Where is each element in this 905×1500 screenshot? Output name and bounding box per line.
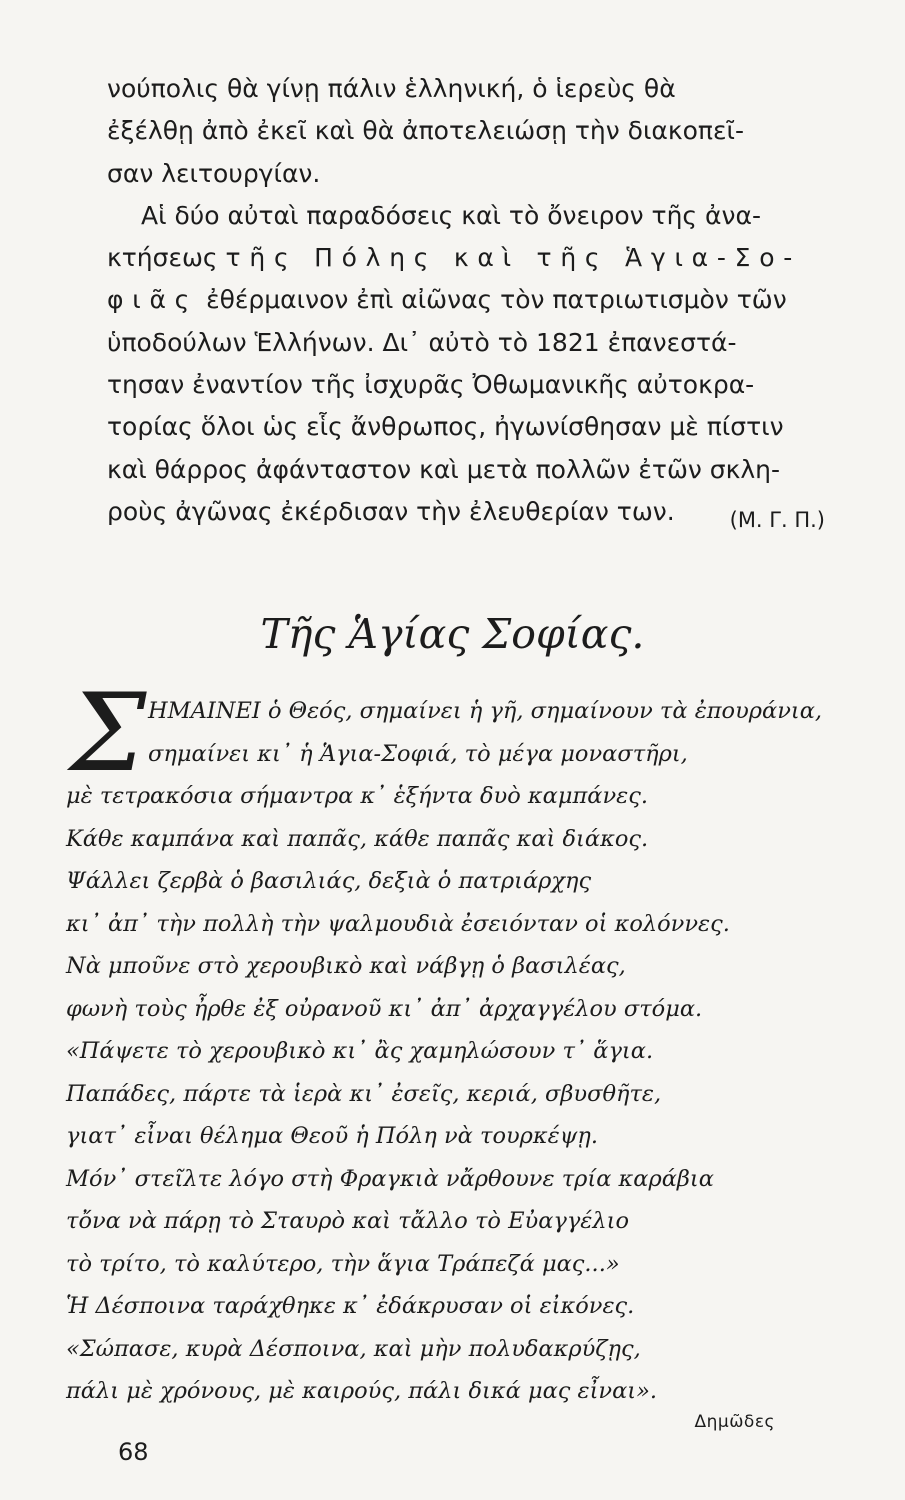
poem-title: Τῆς Ἁγίας Σοφίας. xyxy=(260,610,645,658)
poem-line: Ψάλλει ζερβὰ ὁ βασιλιάς, δεξιὰ ὁ πατριάρχης xyxy=(66,868,592,894)
poem-line: φωνὴ τοὺς ἦρθε ἐξ οὐρανοῦ κι᾽ ἀπ᾽ ἀρχαγγέλου στόμα. xyxy=(66,995,703,1022)
spaced-emphasis: φιᾶς xyxy=(107,285,199,315)
poem-body xyxy=(66,690,866,1413)
prose-line xyxy=(107,279,877,321)
poem-line: τὄνα νὰ πάρῃ τὸ Σταυρὸ καὶ τἄλλο τὸ Εὐαγγέλιο xyxy=(66,1208,630,1234)
poem-line: πάλι μὲ χρόνους, μὲ καιρούς, πάλι δικά μας εἶναι». xyxy=(66,1378,658,1404)
prose-line: νούπολις θὰ γίνῃ πάλιν ἑλληνική, ὁ ἱερεὺς θὰ xyxy=(107,74,676,103)
prose-line: ἐξέλθῃ ἀπὸ ἐκεῖ καὶ θὰ ἀποτελειώσῃ τὴν διακοπεῖ- xyxy=(107,116,744,146)
prose-line: τησαν ἐναντίον τῆς ἰσχυρᾶς Ὀθωμανικῆς αὐτοκρα- xyxy=(107,370,755,400)
prose-line: ροὺς ἀγῶνας ἐκέρδισαν τὴν ἐλευθερίαν των. xyxy=(107,496,675,526)
prose-text: ἐθέρμαινον ἐπὶ αἰῶνας τὸν πατριωτισμὸν τῶν xyxy=(206,285,787,315)
prose-line: καὶ θάρρος ἀφάνταστον καὶ μετὰ πολλῶν ἐτῶν σκλη- xyxy=(107,454,781,484)
prose-paragraph xyxy=(107,68,877,533)
poem-line: Μόν᾽ στεῖλτε λόγο στὴ Φραγκιὰ νἄρθουνε τρία καράβια xyxy=(66,1165,714,1192)
poem-line: «Σώπασε, κυρὰ Δέσποινα, καὶ μὴν πολυδακρύζῃς, xyxy=(66,1335,641,1362)
author-initials: (Μ. Γ. Π.) xyxy=(729,508,825,532)
prose-text: κτήσεως xyxy=(107,243,226,273)
poem-line: «Πάψετε τὸ χερουβικὸ κι᾽ ἂς χαμηλώσουν τ᾽ ἅγια. xyxy=(66,1038,654,1064)
spaced-emphasis: τῆς Πόλης καὶ τῆς Ἁγια-Σο- xyxy=(225,243,802,273)
prose-line: ὑποδούλων Ἑλλήνων. Δι᾽ αὐτὸ τὸ 1821 ἐπανεστά- xyxy=(107,327,737,357)
poem-line: γιατ᾽ εἶναι θέλημα Θεοῦ ἡ Πόλη νὰ τουρκέψῃ. xyxy=(66,1123,599,1149)
poem-line: μὲ τετρακόσια σήμαντρα κ᾽ ἑξήντα δυὸ καμπάνες. xyxy=(66,783,648,809)
poem-line: κι᾽ ἀπ᾽ τὴν πολλὴ τὴν ψαλμουδιὰ ἐσειόνταν οἱ κολόννες. xyxy=(66,910,730,937)
page-number: 68 xyxy=(118,1438,149,1466)
prose-line: τορίας ὅλοι ὡς εἷς ἄνθρωπος, ἠγωνίσθησαν μὲ πίστιν xyxy=(107,412,784,442)
drop-cap: Σ xyxy=(70,671,147,796)
poem-source: Δημῶδες xyxy=(694,1412,775,1432)
poem-line: τὸ τρίτο, τὸ καλύτερο, τὴν ἅγια Τράπεζά μας...» xyxy=(66,1250,620,1277)
prose-line xyxy=(107,237,877,279)
poem-line: σημαίνει κι᾽ ἡ Ἁγια-Σοφιά, τὸ μέγα μοναστῆρι, xyxy=(148,740,688,767)
prose-line: Αἱ δύο αὐταὶ παραδόσεις καὶ τὸ ὄνειρον τῆς ἀνα- xyxy=(141,200,761,230)
prose-line: σαν λειτουργίαν. xyxy=(107,158,321,188)
poem-line: Ἡ Δέσποινα ταράχθηκε κ᾽ ἐδάκρυσαν οἱ εἰκόνες. xyxy=(66,1293,635,1319)
poem-line: Νὰ μποῦνε στὸ χερουβικὸ καὶ νάβγῃ ὁ βασιλέας, xyxy=(66,953,626,979)
poem-line: Κάθε καμπάνα καὶ παπᾶς, κάθε παπᾶς καὶ διάκος. xyxy=(66,825,649,852)
poem-line: Παπάδες, πάρτε τὰ ἱερὰ κι᾽ ἐσεῖς, κεριά, σβυσθῆτε, xyxy=(66,1080,662,1107)
poem-line: ΗΜΑΙΝΕΙ ὁ Θεός, σημαίνει ἡ γῆ, σημαίνουν τὰ ἐπουράνια, xyxy=(148,698,823,724)
